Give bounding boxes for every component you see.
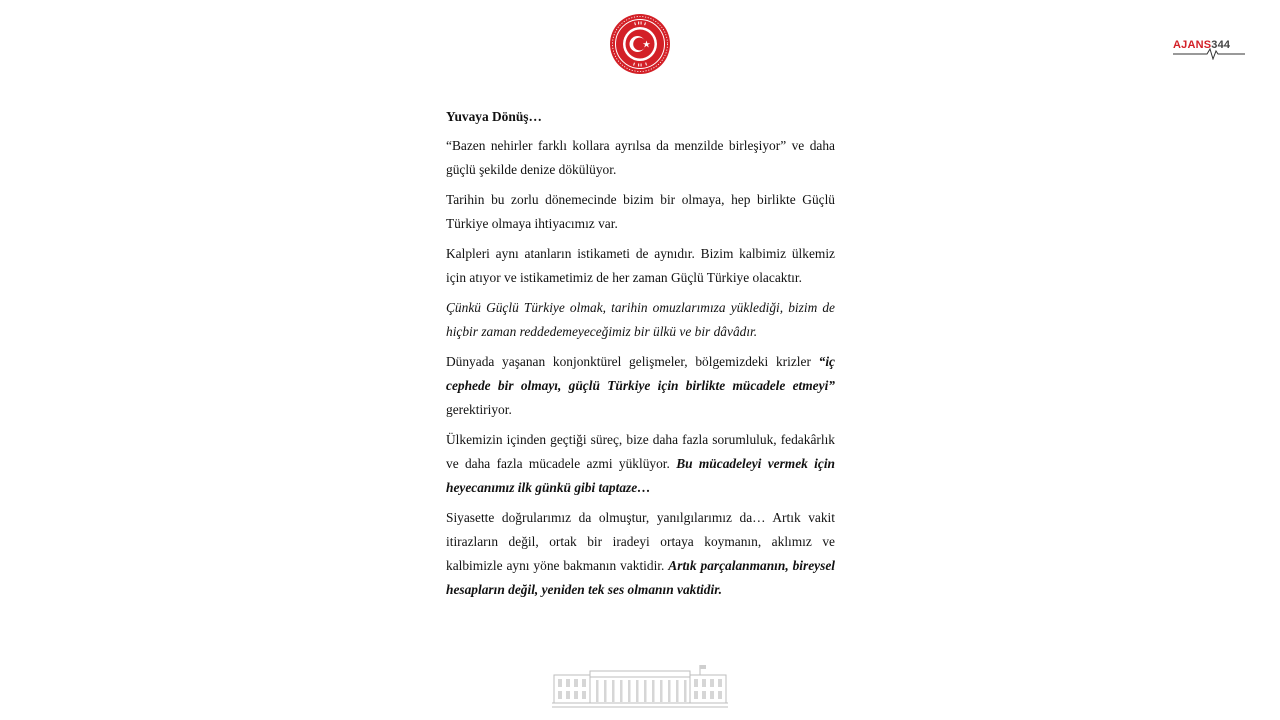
paragraph-6 bbox=[446, 428, 835, 500]
paragraph-3: Kalpleri aynı atanların istikameti de aynıdır. Bizim kalbimiz ülkemiz için atıyor ve istikametimiz de her zaman Güçlü Türkiye olacaktır. bbox=[446, 246, 835, 285]
parliament-building-icon bbox=[552, 663, 728, 709]
letter-title: Yuvaya Dönüş… bbox=[446, 109, 542, 124]
tbmm-seal-icon bbox=[609, 13, 671, 75]
paragraph-7-text: Siyasette doğrularımız da olmuştur, yanılgılarımız da… Artık vakit itirazların değil, ortak bir iradeyi ortaya koymanın, aklımız ve kalbimizle aynı yöne bakmanın vaktidir. bbox=[446, 510, 835, 573]
paragraph-5-end: gerektiriyor. bbox=[446, 402, 512, 417]
paragraph-5-text: Dünyada yaşanan konjonktürel gelişmeler, bölgemizdeki krizler bbox=[446, 354, 819, 369]
paragraph-6-emphasis: Bu mücadeleyi vermek için heyecanımız ilk günkü gibi taptaze… bbox=[446, 456, 836, 495]
paragraph-5-emphasis: “iç cephede bir olmayı, güçlü Türkiye için birlikte mücadele etmeyi” bbox=[446, 354, 835, 393]
watermark-part1: AJANS bbox=[1173, 39, 1212, 51]
paragraph-5 bbox=[446, 350, 835, 422]
paragraph-1: “Bazen nehirler farklı kollara ayrılsa da menzilde birleşiyor” ve daha güçlü şekilde denize dökülüyor. bbox=[446, 138, 835, 177]
paragraph-7-emphasis: Artık parçalanmanın, bireysel hesapların değil, yeniden tek ses olmanın vaktidir. bbox=[446, 558, 835, 597]
paragraph-6-text: Ülkemizin içinden geçtiği süreç, bize daha fazla sorumluluk, fedakârlık ve daha fazla mücadele azmi yüklüyor. bbox=[446, 432, 835, 471]
ajans344-watermark bbox=[1173, 39, 1245, 61]
pulse-line-icon bbox=[1173, 48, 1245, 60]
watermark-part2: 344 bbox=[1211, 39, 1231, 51]
paragraph-2: Tarihin bu zorlu dönemecinde bizim bir olmaya, hep birlikte Güçlü Türkiye olmaya ihtiyacımız var. bbox=[446, 192, 835, 231]
letter-body bbox=[446, 106, 835, 608]
paragraph-4: Çünkü Güçlü Türkiye olmak, tarihin omuzlarımıza yüklediği, bizim de hiçbir zaman reddedemeyeceğimiz bir ülkü ve bir dâvâdır. bbox=[446, 300, 835, 339]
paragraph-7 bbox=[446, 506, 835, 602]
